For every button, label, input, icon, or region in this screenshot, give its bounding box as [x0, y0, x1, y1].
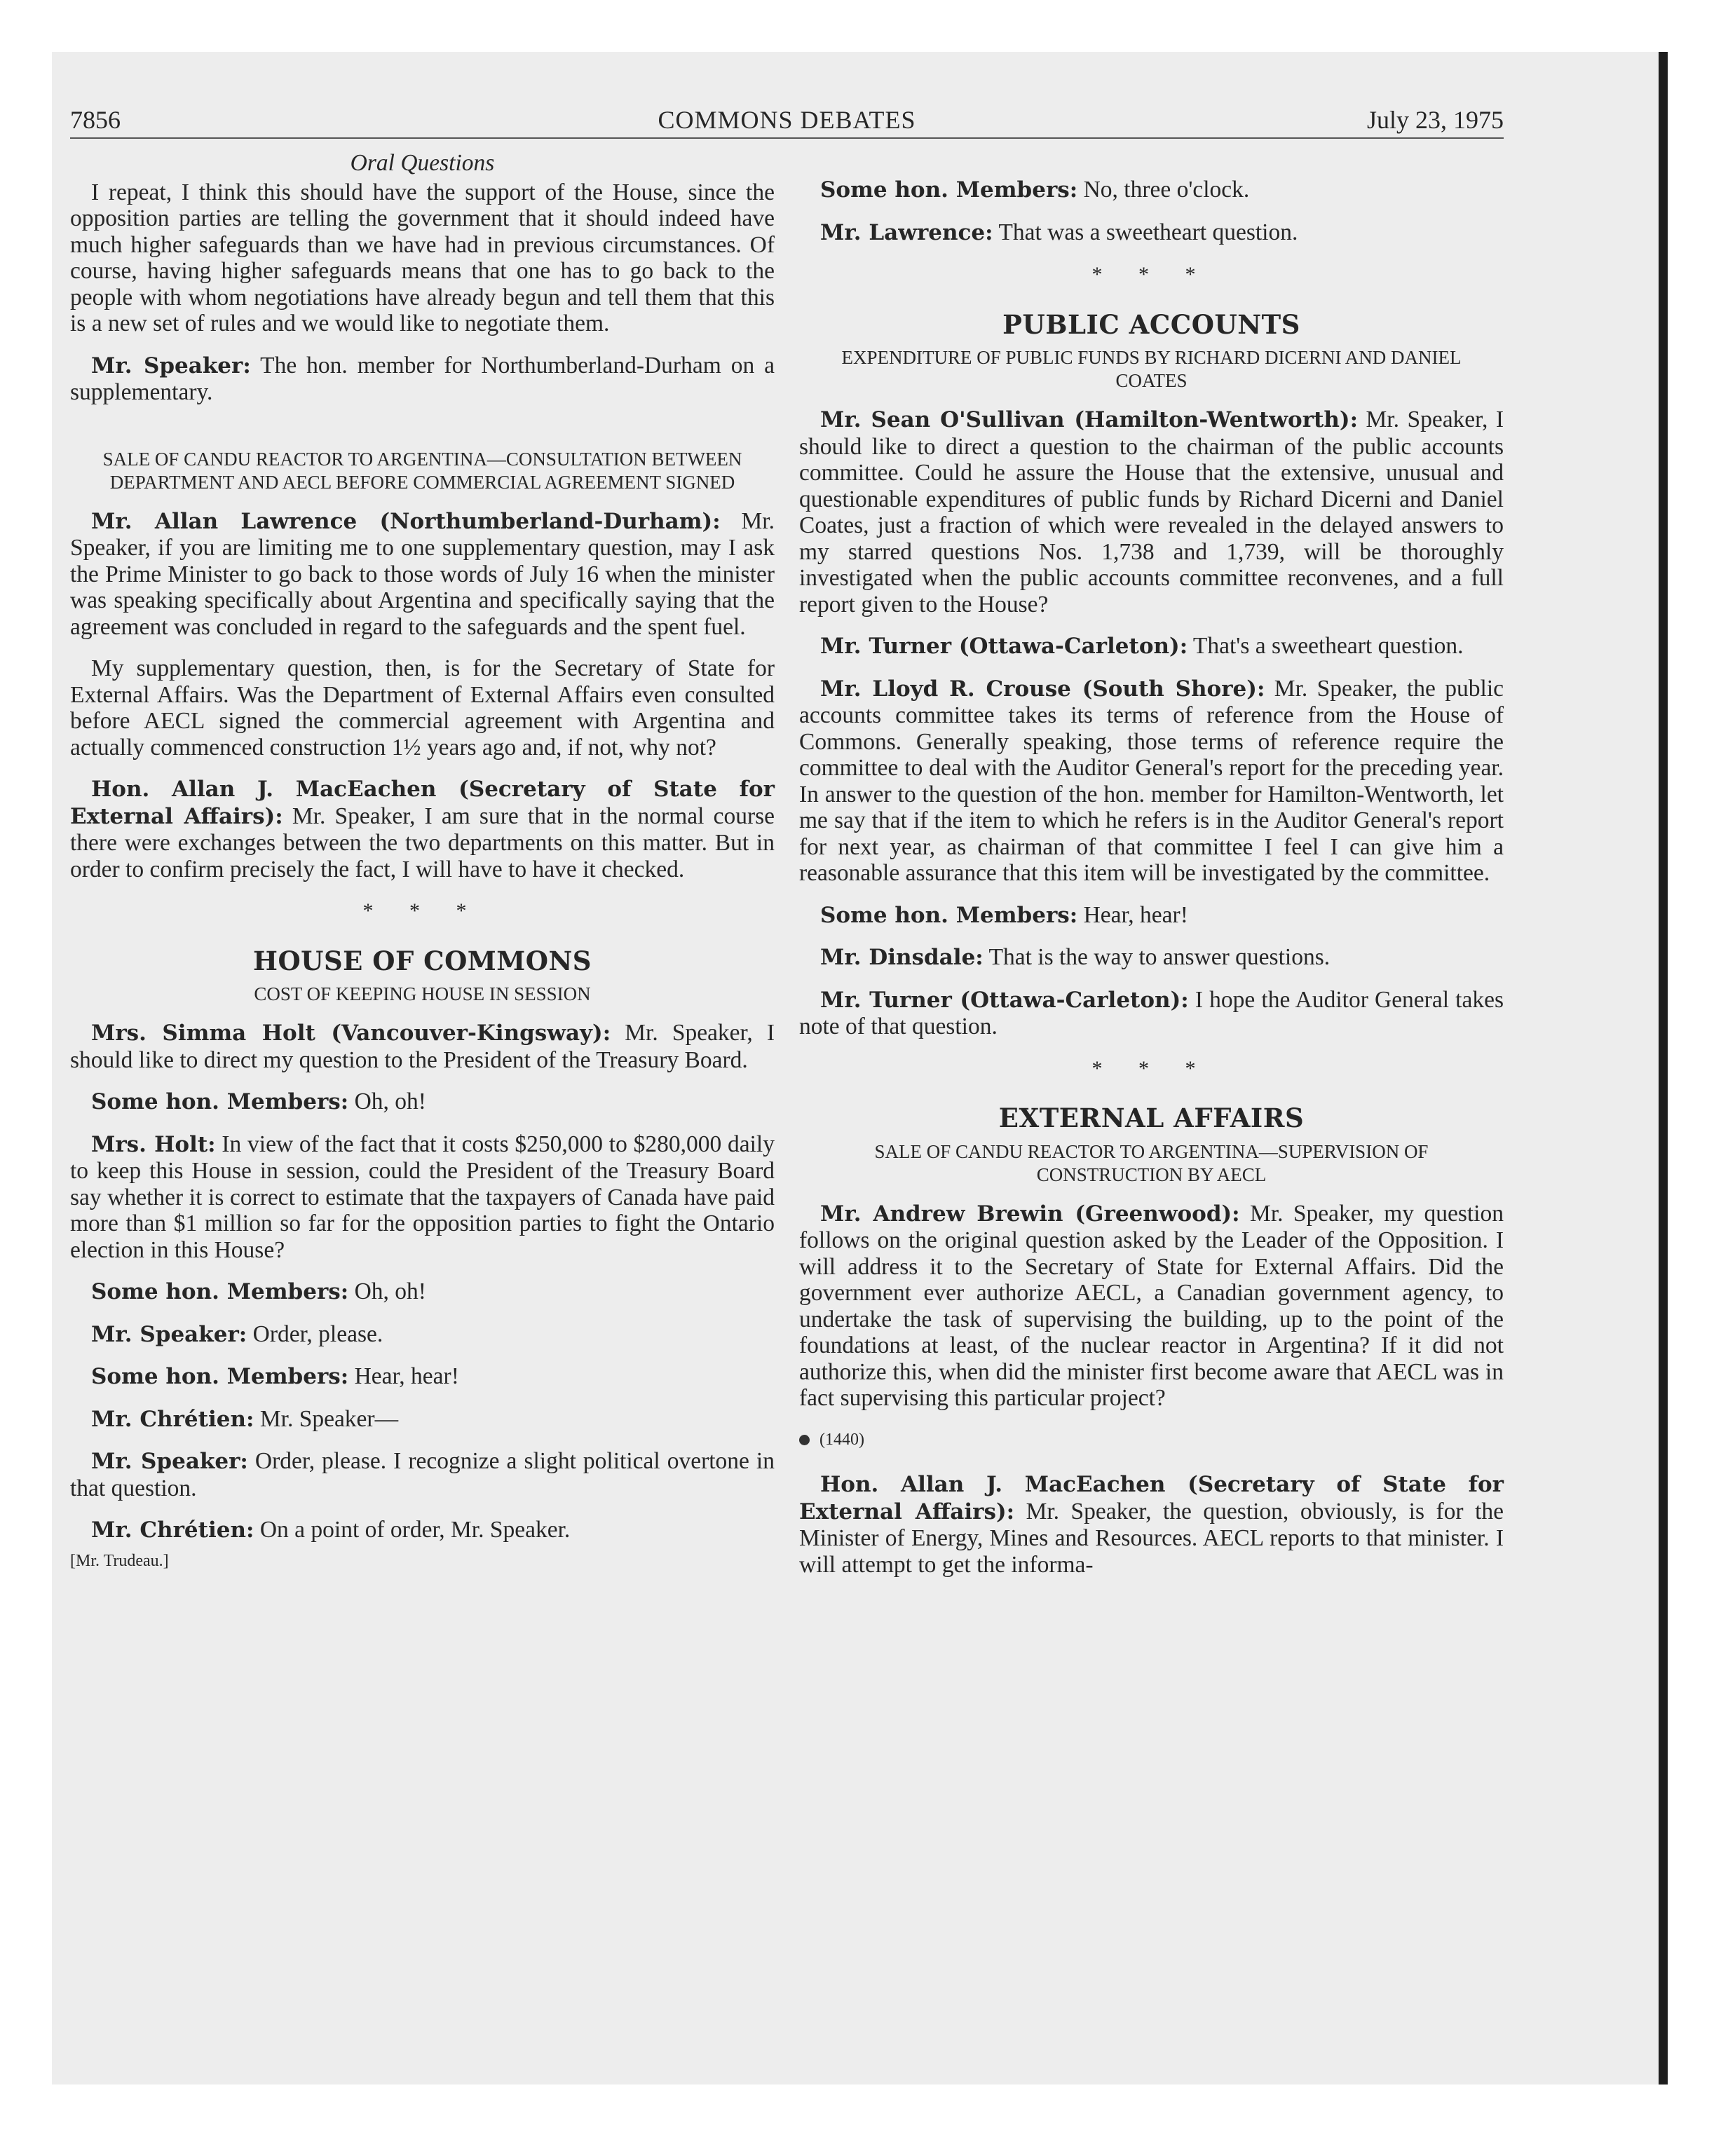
publication-title: COMMONS DEBATES: [658, 106, 916, 134]
speech-text: Mr. Speaker, I should like to direct a question to the chairman of the public accounts committee. Could he assure the House that the extensive, unusual and questionable expenditures of public funds by Richard Dicerni and Daniel Coates, just a fraction of which were revealed in the delayed answers to my starred questions Nos. 1,738 and 1,739, will be thoroughly investigated when the public accounts committee reconvenes, and a full report given to the House?: [799, 407, 1504, 618]
speech: [70, 1448, 775, 1501]
page-number: 7856: [70, 106, 121, 134]
speech: [70, 776, 775, 882]
speaker-name: Some hon. Members:: [91, 1364, 349, 1389]
publication-date: July 23, 1975: [1366, 106, 1504, 134]
speech: [799, 407, 1504, 618]
section-separator: * * *: [1091, 1056, 1211, 1080]
speech: [70, 1131, 775, 1264]
speaker-name: Some hon. Members:: [91, 1279, 349, 1304]
speaker-name: Mr. Dinsdale:: [820, 945, 984, 970]
speech: [70, 1406, 775, 1433]
speech-text: Mr. Speaker, the public accounts committee takes its terms of reference from the House of Commons. Generally speaking, those terms of reference require the committee to deal with the Auditor General's report for the preceding year. In answer to the question of the hon. member for Hamilton-Wentworth, let me say that if the item to which he refers is in the Auditor General's report for next year, as chairman of that committee I feel I can give him a reasonable assurance that this item will be investigated by the committee.: [799, 675, 1504, 886]
speaker-name: Some hon. Members:: [91, 1089, 349, 1114]
speech-text: Mr. Speaker, I should like to direct my question to the President of the Treasury Board.: [70, 1020, 775, 1073]
speech: [799, 902, 1504, 929]
speech-text: Hear, hear!: [348, 1363, 459, 1389]
speaker-name: Hon. Allan J. MacEachen (Secretary of State for External Affairs):: [70, 777, 775, 829]
speech-text: Mr. Speaker, my question follows on the original question asked by the Leader of the Opposition. I will address it to the Secretary of State for External Affairs. Did the government ever authorize AECL, a Canadian government agency, to undertake the task of supervising the building, up to the point of the foundations at least, of the nuclear reactor in Argentina? If it did not authorize this, when did the minister first become aware that AECL was in fact supervising this particular project?: [799, 1200, 1504, 1411]
page-header: [70, 105, 1504, 139]
speech-text: Mr. Speaker, if you are limiting me to one supplementary question, may I ask the Prime Minister to go back to those words of July 16 when the minister was speaking specifically about Argentina and specifically saying that the agreement was concluded in regard to the safeguards and the spent fuel.: [70, 507, 775, 640]
subheading: SALE OF CANDU REACTOR TO ARGENTINA—SUPERVISION OF CONSTRUCTION BY AECL: [874, 1140, 1429, 1185]
speech: [799, 1471, 1504, 1578]
running-head: Oral Questions: [350, 150, 495, 176]
speech: [799, 219, 1504, 247]
speaker-name: Mr. Chrétien:: [91, 1406, 254, 1432]
speech-text: Mr. Speaker, I am sure that in the normal course there were exchanges between the two departments on this matter. But in order to confirm precisely the fact, I will have to have it checked.: [70, 803, 775, 882]
speech-text: On a point of order, Mr. Speaker.: [254, 1517, 571, 1543]
speech-text: In view of the fact that it costs $250,000 to $280,000 daily to keep this House in session, could the President of the Treasury Board say whether it is correct to estimate that the taxpayers of Canada have paid more than $1 million so far for the opposition parties to fight the Ontario election in this House?: [70, 1131, 775, 1263]
subheading: COST OF KEEPING HOUSE IN SESSION: [254, 983, 591, 1004]
speaker-name: Mr. Speaker:: [91, 1449, 248, 1474]
speech: [70, 508, 775, 641]
subheading: SALE OF CANDU REACTOR TO ARGENTINA—CONSULTATION BETWEEN DEPARTMENT AND AECL BEFORE COMMERCIAL AGREEMENT SIGNED: [102, 448, 742, 493]
speech-text: No, three o'clock.: [1077, 177, 1250, 203]
speech-text: Hear, hear!: [1077, 901, 1188, 928]
speech-text: I hope the Auditor General takes note of that question.: [799, 986, 1504, 1039]
speech: [799, 676, 1504, 887]
left-column: [70, 150, 775, 1574]
speech-text: Oh, oh!: [348, 1089, 426, 1114]
speech: [799, 1201, 1504, 1412]
speaker-name: Some hon. Members:: [820, 902, 1078, 928]
time-marker: [799, 1427, 1504, 1454]
speaker-name: Hon. Allan J. MacEachen (Secretary of State for External Affairs):: [799, 1472, 1504, 1524]
speaker-name: Some hon. Members:: [820, 177, 1078, 203]
section-heading: EXTERNAL AFFAIRS: [998, 1103, 1305, 1133]
bullet-icon: [799, 1435, 810, 1445]
speaker-name: Mr. Chrétien:: [91, 1517, 254, 1543]
speaker-name: Mr. Lawrence:: [820, 219, 993, 245]
speaker-name: Mrs. Simma Holt (Vancouver-Kingsway):: [91, 1021, 611, 1046]
speaker-name: Mr. Lloyd R. Crouse (South Shore):: [820, 676, 1265, 702]
section-heading: HOUSE OF COMMONS: [252, 945, 592, 976]
speech-text: Order, please.: [247, 1321, 383, 1347]
speech: [70, 1321, 775, 1349]
speech: [70, 1363, 775, 1391]
speech: [70, 1278, 775, 1306]
speech-text: That is the way to answer questions.: [983, 944, 1331, 970]
right-column: [799, 150, 1504, 1593]
speaker-name: Mr. Andrew Brewin (Greenwood):: [820, 1201, 1240, 1227]
section-separator: * * *: [1091, 263, 1211, 286]
speech: [799, 987, 1504, 1040]
speech-text: Mr. Speaker, the question, obviously, is for the Minister of Energy, Mines and Resources. AECL reports to that minister. I will attempt to get the informa-: [799, 1498, 1504, 1578]
speech-text: Oh, oh!: [348, 1278, 426, 1304]
section-heading: PUBLIC ACCOUNTS: [1002, 308, 1300, 340]
paragraph: I repeat, I think this should have the support of the House, since the opposition parties are telling the government that it should indeed have much higher safeguards than we have had in previous circumstances. Of course, having higher safeguards means that one has to go back to the people with whom negotiations have already begun and tell them that this is a new set of rules and we would like to negotiate them.: [70, 179, 775, 336]
speech: [799, 633, 1504, 660]
speaker-name: Mr. Allan Lawrence (Northumberland-Durham):: [91, 508, 721, 534]
speaker-name: Mr. Turner (Ottawa-Carleton):: [820, 634, 1188, 659]
paragraph: My supplementary question, then, is for the Secretary of State for External Affairs. Was the Department of External Affairs even consulted before AECL signed the commercial agreement with Argentina and actually commenced construction 1½ years ago and, if not, why not?: [70, 655, 775, 760]
speaker-name: Mr. Turner (Ottawa-Carleton):: [820, 987, 1189, 1013]
speaker-name: Mr. Sean O'Sullivan (Hamilton-Wentworth):: [820, 407, 1359, 432]
speech: [70, 353, 775, 406]
speech: [70, 1517, 775, 1544]
speech-text: Order, please. I recognize a slight political overtone in that question.: [70, 1448, 775, 1501]
subheading: EXPENDITURE OF PUBLIC FUNDS BY RICHARD DICERNI AND DANIEL COATES: [841, 347, 1462, 391]
speech: [70, 1020, 775, 1073]
speech: [799, 177, 1504, 204]
speech-text: Mr. Speaker—: [254, 1405, 399, 1432]
speaker-name: Mrs. Holt:: [91, 1131, 216, 1157]
speech-text: That's a sweetheart question.: [1188, 633, 1464, 659]
speaker-name: Mr. Speaker:: [91, 1321, 247, 1347]
speech-text: That was a sweetheart question.: [993, 219, 1298, 245]
speaker-attribution: [Mr. Trudeau.]: [70, 1551, 169, 1570]
speaker-name: Mr. Speaker:: [91, 353, 251, 378]
page-edge-shadow: [1659, 52, 1668, 2085]
speech: [799, 944, 1504, 971]
time-marker-text: (1440): [819, 1430, 864, 1449]
speech-text: The hon. member for Northumberland-Durham on a supplementary.: [70, 352, 775, 405]
speech: [70, 1089, 775, 1116]
section-separator: * * *: [362, 899, 482, 922]
